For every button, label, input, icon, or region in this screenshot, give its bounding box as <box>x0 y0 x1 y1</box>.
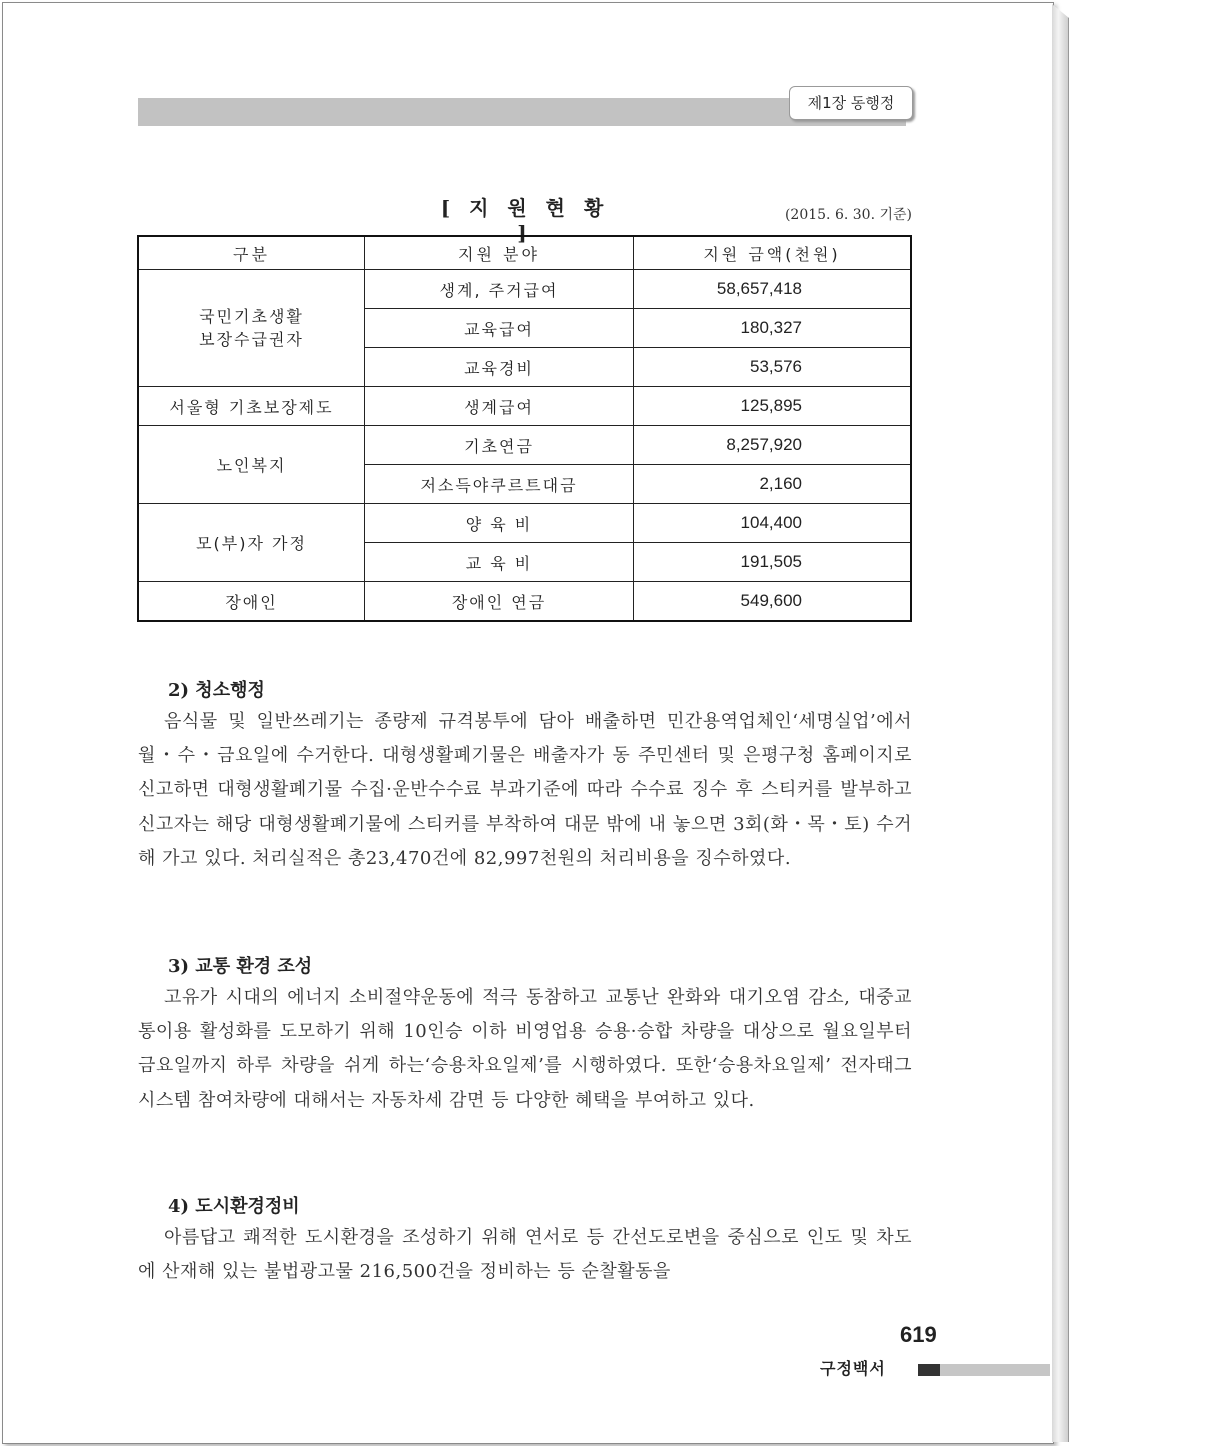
field-cell: 생계급여 <box>365 387 634 426</box>
amount-cell: 549,600 <box>634 582 912 622</box>
page-number: 619 <box>900 1322 937 1347</box>
section-text-traffic: 고유가 시대의 에너지 소비절약운동에 적극 동참하고 교통난 완화와 대기오염 감소, 대중교통이용 활성화를 도모하기 위해 10인승 이하 비영업용 승용·승합 차량을 대상으로 월요일부터 금요일까지 하루 차량을 쉬게 하는‘승용차요일제’를 시행하였다. 또한‘승용차요일제’ 전자태그 시스템 참여차량에 대해서는 자동차세 감면 등 다양한 혜택을 부여하고 있다. <box>138 987 912 1111</box>
table-header-row <box>138 236 911 270</box>
table-row <box>138 426 911 465</box>
amount-cell: 8,257,920 <box>634 426 912 465</box>
table-row <box>138 504 911 543</box>
table-title: [ 지 원 현 황 ] <box>440 196 610 245</box>
category-cell: 서울형 기초보장제도 <box>138 387 365 426</box>
amount-cell: 180,327 <box>634 309 912 348</box>
field-cell: 생계, 주거급여 <box>365 270 634 309</box>
field-cell: 기초연금 <box>365 426 634 465</box>
amount-cell: 2,160 <box>634 465 912 504</box>
field-cell: 장애인 연금 <box>365 582 634 622</box>
category-cell: 노인복지 <box>138 426 365 504</box>
field-cell: 교육경비 <box>365 348 634 387</box>
section-text-cleaning: 음식물 및 일반쓰레기는 종량제 규격봉투에 담아 배출하면 민간용역업체인‘세명실업’에서 월・수・금요일에 수거한다. 대형생활폐기물은 배출자가 동 주민센터 및 은평구청 홈페이지로 신고하면 대형생활폐기물 수집·운반수수료 부과기준에 따라 수수료 징수 후 스티커를 발부하고 신고자는 해당 대형생활폐기물에 스티커를 부착하여 대문 밖에 내 놓으면 3회(화・목・토) 수거해 가고 있다. 처리실적은 총23,470건에 82,997천원의 처리비용을 징수하였다. <box>138 711 912 869</box>
header-category: 구분 <box>138 236 365 270</box>
category-cell: 장애인 <box>138 582 365 622</box>
footer-bar-dark <box>918 1364 940 1376</box>
table-date-note: (2015. 6. 30. 기준) <box>784 207 912 223</box>
category-cell: 국민기초생활 보장수급권자 <box>138 270 365 387</box>
section-heading-urban: 4) 도시환경정비 <box>168 1196 300 1217</box>
header-field: 지원 분야 <box>365 236 634 270</box>
amount-cell: 58,657,418 <box>634 270 912 309</box>
header-amount: 지원 금액(천원) <box>634 236 912 270</box>
amount-cell: 191,505 <box>634 543 912 582</box>
amount-cell: 125,895 <box>634 387 912 426</box>
table-row <box>138 387 911 426</box>
amount-cell: 53,576 <box>634 348 912 387</box>
section-heading-traffic: 3) 교통 환경 조성 <box>168 956 313 977</box>
field-cell: 교육급여 <box>365 309 634 348</box>
category-cell: 모(부)자 가정 <box>138 504 365 582</box>
footer-bar-light <box>940 1364 1050 1376</box>
chapter-tab: 제1장 동행정 <box>789 86 913 120</box>
section-text-urban: 아름답고 쾌적한 도시환경을 조성하기 위해 연서로 등 간선도로변을 중심으로 인도 및 차도에 산재해 있는 불법광고물 216,500건을 정비하는 등 순찰활동을 <box>138 1227 912 1283</box>
table-row <box>138 582 911 622</box>
field-cell: 저소득야쿠르트대금 <box>365 465 634 504</box>
field-cell: 양 육 비 <box>365 504 634 543</box>
field-cell: 교 육 비 <box>365 543 634 582</box>
table-row <box>138 270 911 309</box>
section-heading-cleaning: 2) 청소행정 <box>168 680 265 701</box>
support-table <box>137 235 912 622</box>
page-curl-edge <box>1052 4 1069 1442</box>
book-title: 구정백서 <box>820 1359 886 1378</box>
amount-cell: 104,400 <box>634 504 912 543</box>
